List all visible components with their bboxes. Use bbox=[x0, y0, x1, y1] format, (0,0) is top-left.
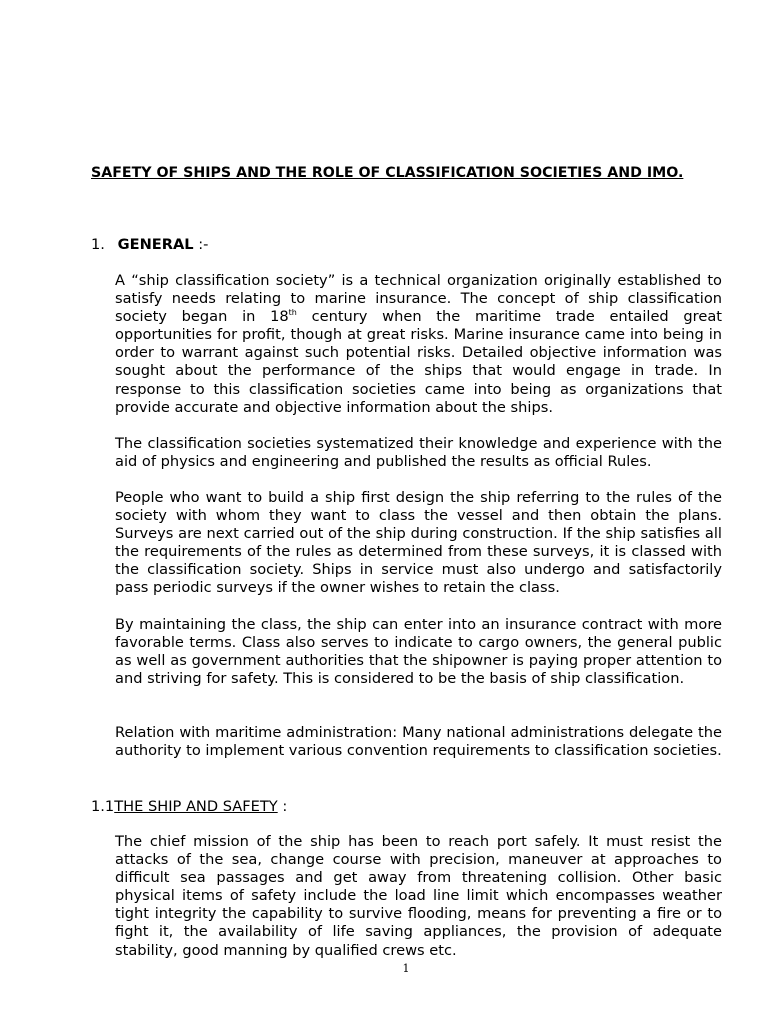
section-number: 1.1 bbox=[91, 798, 115, 815]
paragraph-maintaining-class: By maintaining the class, the ship can enter into an insurance contract with more favorable terms. Class also serves to indicate to cargo owners, the general public as well as government authorities that the shipowner is paying proper attention to and striving for safety. This is considered to be the basis of ship classification. bbox=[115, 616, 722, 688]
paragraph-chief-mission: The chief mission of the ship has been to reach port safely. It must resist the attacks of the sea, change course with precision, maneuver at approaches to difficult sea passages and get away from threatening collision. Other basic physical items of safety include the load line limit which encompasses weather tight integrity the capability to survive flooding, means for preventing a fire or to fight it, the availability of life saving appliances, the provision of adequate stability, good manning by qualified crews etc. bbox=[115, 833, 722, 959]
paragraph-rules: The classification societies systematized their knowledge and experience with the aid of physics and engineering and published the results as official Rules. bbox=[115, 435, 722, 471]
section-suffix: :- bbox=[193, 236, 209, 253]
section-label: GENERAL bbox=[117, 236, 194, 253]
section-heading-ship-and-safety bbox=[91, 798, 287, 816]
section-heading-general bbox=[91, 236, 208, 254]
document-title: SAFETY OF SHIPS AND THE ROLE OF CLASSIFICATION SOCIETIES AND IMO. bbox=[91, 165, 684, 181]
section-label: THE SHIP AND SAFETY bbox=[114, 798, 278, 815]
page-number: 1 bbox=[402, 962, 410, 975]
paragraph-classification-society bbox=[115, 272, 722, 417]
section-number: 1. bbox=[91, 236, 105, 253]
paragraph-maritime-administration: Relation with maritime administration: Many national administrations delegate the authority to implement various convention requirements to classification societies. bbox=[115, 724, 722, 760]
ordinal-superscript: th bbox=[288, 308, 297, 318]
paragraph-text: century when the maritime trade entailed great opportunities for profit, though at great risks. Marine insurance came into being in order to warrant against such potential risks. Detailed objective information was sought about the performance of the ships that would engage in trade. In response to this classification societies came into being as organizations that provide accurate and objective information about the ships. bbox=[115, 308, 722, 416]
paragraph-text: A “ship classification society” is a technical organization originally established to satisfy needs relating to marine insurance. The concept of ship classification society began in 18 bbox=[115, 272, 722, 326]
paragraph-building-surveys: People who want to build a ship first design the ship referring to the rules of the society with whom they want to class the vessel and then obtain the plans. Surveys are next carried out of the ship during construction. If the ship satisfies all the requirements of the rules as determined from these surveys, it is classed with the classification society. Ships in service must also undergo and satisfactorily pass periodic surveys if the owner wishes to retain the class. bbox=[115, 489, 722, 597]
section-suffix: : bbox=[277, 798, 288, 815]
